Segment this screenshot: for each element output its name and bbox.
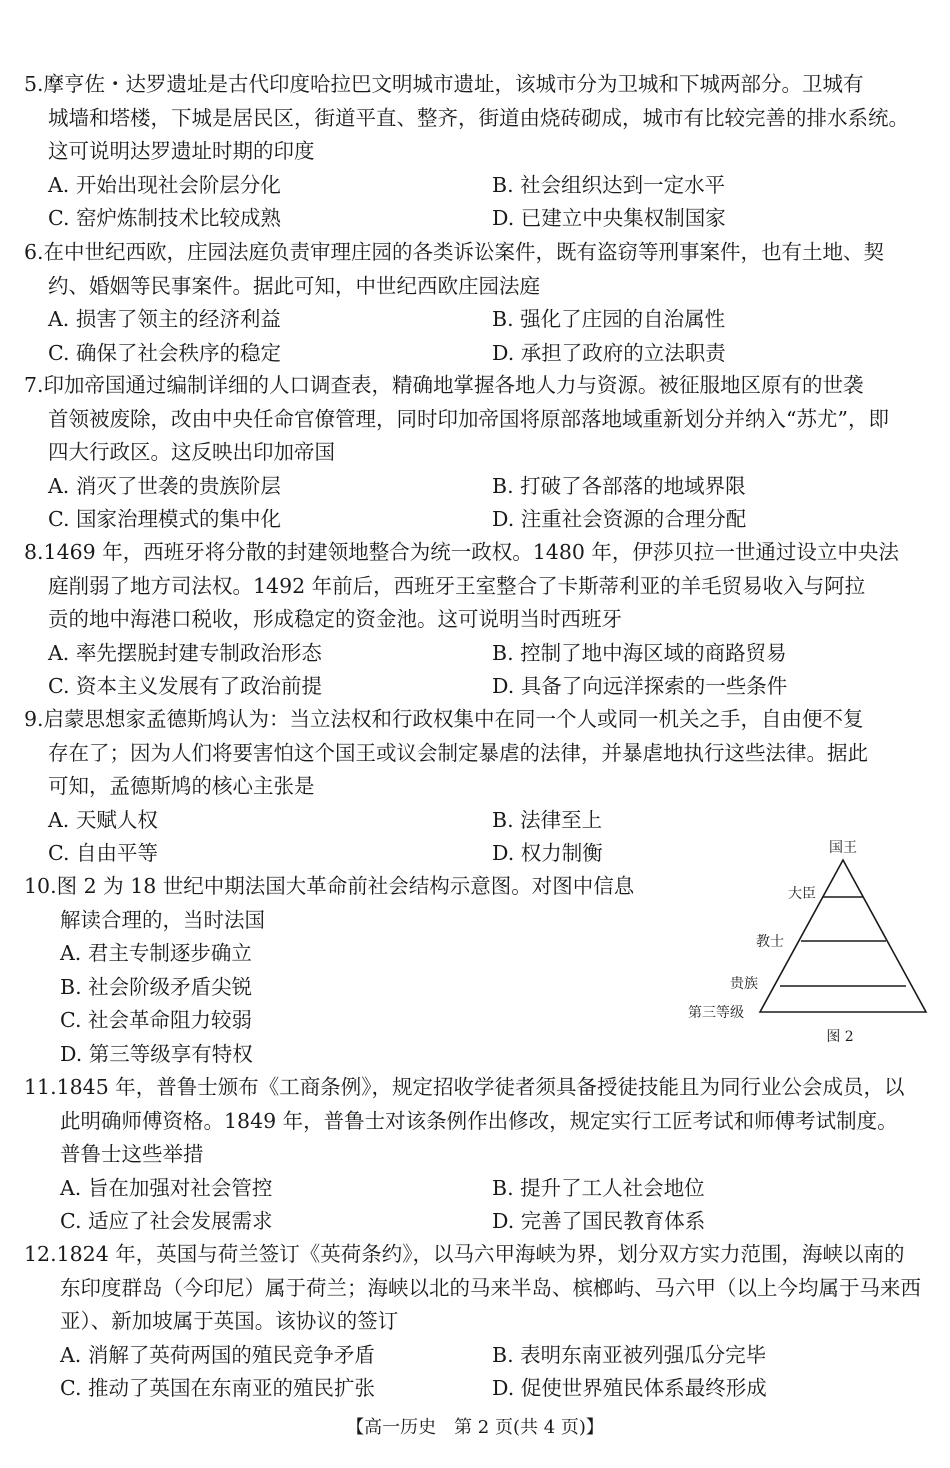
question-text-line: 12.1824 年，英国与荷兰签订《英荷条约》，以马六甲海峡为界，划分双方实力范围，海峡以南的	[24, 1242, 905, 1266]
question-7	[24, 369, 930, 537]
option-b: B. 法律至上	[492, 807, 603, 832]
option-a: A. 消解了英荷两国的殖民竞争矛盾	[60, 1342, 375, 1367]
option-b: B. 控制了地中海区域的商路贸易	[492, 640, 787, 665]
option-c: C. 自由平等	[48, 841, 158, 865]
question-text-line: 10.图 2 为 18 世纪中期法国大革命前社会结构示意图。对图中信息	[24, 874, 635, 898]
question-text-line: 7.印加帝国通过编制详细的人口调查表，精确地掌握各地人力与资源。被征服地区原有的世袭	[24, 373, 864, 397]
question-text-line: 亚）、新加坡属于英国。该协议的签订	[60, 1309, 399, 1333]
option-d: D. 承担了政府的立法职责	[492, 340, 726, 365]
option-a: A. 消灭了世袭的贵族阶层	[48, 473, 281, 498]
option-b: B. 表明东南亚被列强瓜分完毕	[492, 1342, 767, 1367]
question-text-line: 11.1845 年，普鲁士颁布《工商条例》，规定招收学徒者须具备授徒技能且为同行业公会成员，以	[24, 1075, 905, 1099]
pyramid-label-nobility: 贵族	[730, 976, 758, 992]
option-a: A. 天赋人权	[48, 807, 158, 832]
option-b: B. 提升了工人社会地位	[492, 1175, 705, 1200]
question-text-line: 普鲁士这些举措	[60, 1142, 204, 1166]
pyramid-diagram	[670, 836, 930, 1051]
option-b: B. 社会阶级矛盾尖锐	[60, 974, 253, 999]
option-b: B. 社会组织达到一定水平	[492, 172, 726, 197]
question-text-line: 四大行政区。这反映出印加帝国	[48, 440, 335, 464]
pyramid-label-king: 国王	[829, 840, 857, 856]
question-11	[24, 1071, 930, 1239]
pyramid-label-clergy: 教士	[756, 934, 784, 950]
option-b: B. 打破了各部落的地域界限	[492, 473, 746, 498]
question-text-line: 约、婚姻等民事案件。据此可知，中世纪西欧庄园法庭	[48, 273, 540, 298]
option-c: C. 适应了社会发展需求	[60, 1209, 273, 1233]
question-text-line: 存在了；因为人们将要害怕这个国王或议会制定暴虐的法律，并暴虐地执行这些法律。据此	[48, 740, 868, 765]
option-a: A. 开始出现社会阶层分化	[48, 172, 281, 197]
option-a: A. 旨在加强对社会管控	[60, 1175, 273, 1200]
question-text-line: 9.启蒙思想家孟德斯鸠认为：当立法权和行政权集中在同一个人或同一机关之手，自由便不复	[24, 707, 864, 731]
option-d: D. 权力制衡	[492, 841, 603, 865]
option-c: C. 国家治理模式的集中化	[48, 507, 281, 531]
option-d: D. 第三等级享有特权	[60, 1041, 253, 1066]
pyramid-label-third-estate: 第三等级	[688, 1005, 744, 1021]
question-text-line: 6.在中世纪西欧，庄园法庭负责审理庄园的各类诉讼案件，既有盗窃等刑事案件，也有土地、契	[24, 240, 885, 264]
question-text-line: 这可说明达罗遗址时期的印度	[48, 139, 315, 163]
question-text-line: 贡的地中海港口税收，形成稳定的资金池。这可说明当时西班牙	[48, 607, 622, 631]
page-footer: 【高一历史 第 2 页(共 4 页)】	[346, 1417, 604, 1438]
option-a: A. 率先摆脱封建专制政治形态	[48, 640, 322, 665]
question-text-line: 可知，孟德斯鸠的核心主张是	[48, 774, 315, 798]
pyramid-outline	[760, 860, 926, 1012]
question-6	[24, 236, 930, 370]
option-c: C. 社会革命阻力较弱	[60, 1008, 252, 1032]
question-text-line: 此明确师傅资格。1849 年，普鲁士对该条例作出修改，规定实行工匠考试和师傅考试制度。	[60, 1108, 898, 1133]
option-a: A. 君主专制逐步确立	[60, 941, 252, 965]
question-8	[24, 536, 930, 704]
option-c: C. 窑炉炼制技术比较成熟	[48, 206, 281, 230]
option-d: D. 注重社会资源的合理分配	[492, 507, 747, 531]
option-c: C. 确保了社会秩序的稳定	[48, 340, 281, 365]
option-d: D. 具备了向远洋探索的一些条件	[492, 674, 788, 698]
question-text-line: 首领被废除，改由中央任命官僚管理，同时印加帝国将原部落地域重新划分并纳入“苏尤”，即	[48, 406, 889, 431]
question-text-line: 东印度群岛（今印尼）属于荷兰；海峡以北的马来半岛、槟榔屿、马六甲（以上今均属于马来西	[60, 1275, 921, 1300]
question-5	[24, 68, 930, 236]
question-text-line: 城墙和塔楼，下城是居民区，街道平直、整齐，街道由烧砖砌成，城市有比较完善的排水系统。	[48, 105, 909, 130]
option-a: A. 损害了领主的经济利益	[48, 307, 281, 331]
question-text-line: 庭削弱了地方司法权。1492 年前后，西班牙王室整合了卡斯蒂利亚的羊毛贸易收入与阿拉	[48, 573, 866, 598]
question-text-line: 5.摩亨佐・达罗遗址是古代印度哈拉巴文明城市遗址，该城市分为卫城和下城两部分。卫城有	[24, 72, 864, 96]
question-text-line: 解读合理的，当时法国	[60, 907, 265, 932]
question-text-line: 8.1469 年，西班牙将分散的封建领地整合为统一政权。1480 年，伊莎贝拉一世通过设立中央法	[24, 540, 899, 564]
option-c: C. 资本主义发展有了政治前提	[48, 674, 322, 698]
option-d: D. 促使世界殖民体系最终形成	[492, 1376, 767, 1400]
question-12	[24, 1238, 930, 1406]
question-10	[24, 870, 664, 1071]
option-b: B. 强化了庄园的自治属性	[492, 307, 726, 331]
option-c: C. 推动了英国在东南亚的殖民扩张	[60, 1376, 375, 1400]
figure-caption: 图 2	[826, 1029, 854, 1045]
option-d: D. 完善了国民教育体系	[492, 1209, 706, 1233]
social-structure-pyramid-figure	[670, 836, 930, 1051]
pyramid-label-ministers: 大臣	[788, 886, 816, 902]
option-d: D. 已建立中央集权制国家	[492, 206, 726, 230]
